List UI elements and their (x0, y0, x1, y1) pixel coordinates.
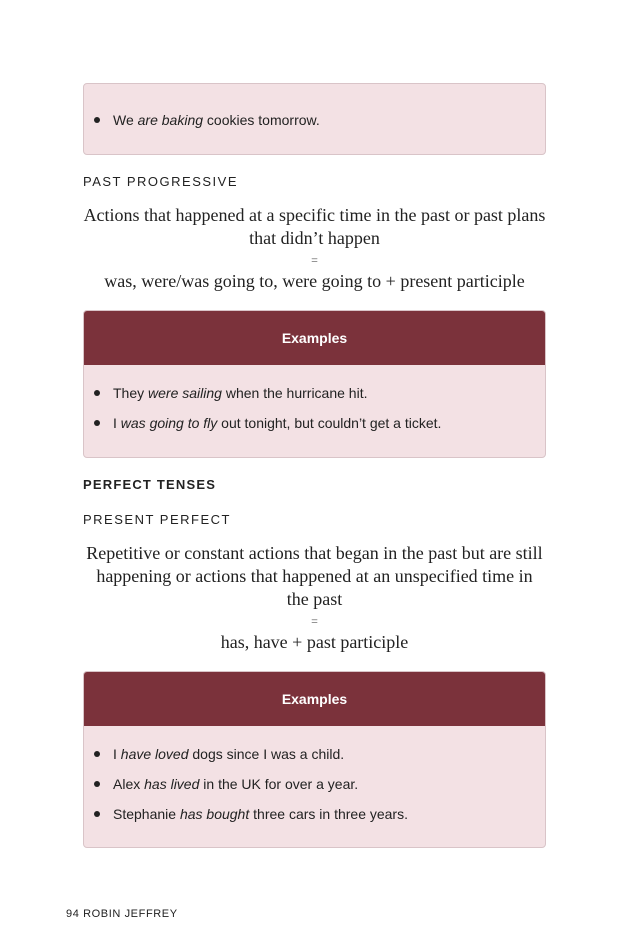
italic-verb: has lived (144, 776, 200, 792)
section-heading-perfect-tenses: PERFECT TENSES (83, 477, 217, 492)
definition-line: Actions that happened at a specific time in the past or past plans (83, 205, 546, 225)
examples-header: Examples (84, 311, 545, 365)
definition-line: happening or actions that happened at an unspecified time in (96, 566, 533, 586)
list-item (84, 769, 545, 799)
list-item (84, 105, 545, 135)
section-heading-past-progressive: PAST PROGRESSIVE (83, 174, 239, 189)
list-item (84, 378, 545, 408)
italic-verb: were sailing (148, 385, 222, 401)
definition-line: that didn’t happen (249, 228, 380, 248)
text-run: Stephanie (113, 806, 180, 822)
italic-verb: have loved (120, 746, 189, 762)
examples-header: Examples (84, 672, 545, 726)
list-item (84, 799, 545, 829)
examples-box-top (83, 83, 546, 155)
definition-line: Repetitive or constant actions that began in the past but are still (86, 543, 543, 563)
text-run: We (113, 112, 138, 128)
list-item (84, 408, 545, 438)
list-item (84, 739, 545, 769)
examples-box-past-progressive (83, 310, 546, 458)
definition-past-progressive (83, 204, 546, 293)
example-list (84, 84, 545, 135)
formula: was, were/was going to, were going to + present participle (104, 271, 525, 291)
definition-line: the past (286, 589, 343, 609)
text-run: cookies tomorrow. (203, 112, 320, 128)
text-run: I (113, 415, 121, 431)
page-footer: 94 ROBIN JEFFREY (66, 908, 178, 920)
equals-sign: = (311, 253, 318, 267)
text-run: Alex (113, 776, 145, 792)
italic-verb: has bought (179, 806, 250, 822)
definition-present-perfect (83, 542, 546, 654)
text-run: They (113, 385, 149, 401)
section-heading-present-perfect: PRESENT PERFECT (83, 512, 231, 527)
text-run: I (113, 746, 121, 762)
equals-sign: = (311, 614, 318, 628)
formula: has, have + past participle (220, 632, 409, 652)
text-run: when the hurricane hit. (221, 385, 368, 401)
example-list (84, 726, 545, 829)
text-run: dogs since I was a child. (188, 746, 345, 762)
italic-verb: are baking (137, 112, 204, 128)
text-run: in the UK for over a year. (199, 776, 359, 792)
example-list (84, 365, 545, 438)
text-run: out tonight, but couldn’t get a ticket. (217, 415, 442, 431)
examples-box-present-perfect (83, 671, 546, 848)
italic-verb: was going to fly (120, 415, 218, 431)
text-run: three cars in three years. (249, 806, 408, 822)
